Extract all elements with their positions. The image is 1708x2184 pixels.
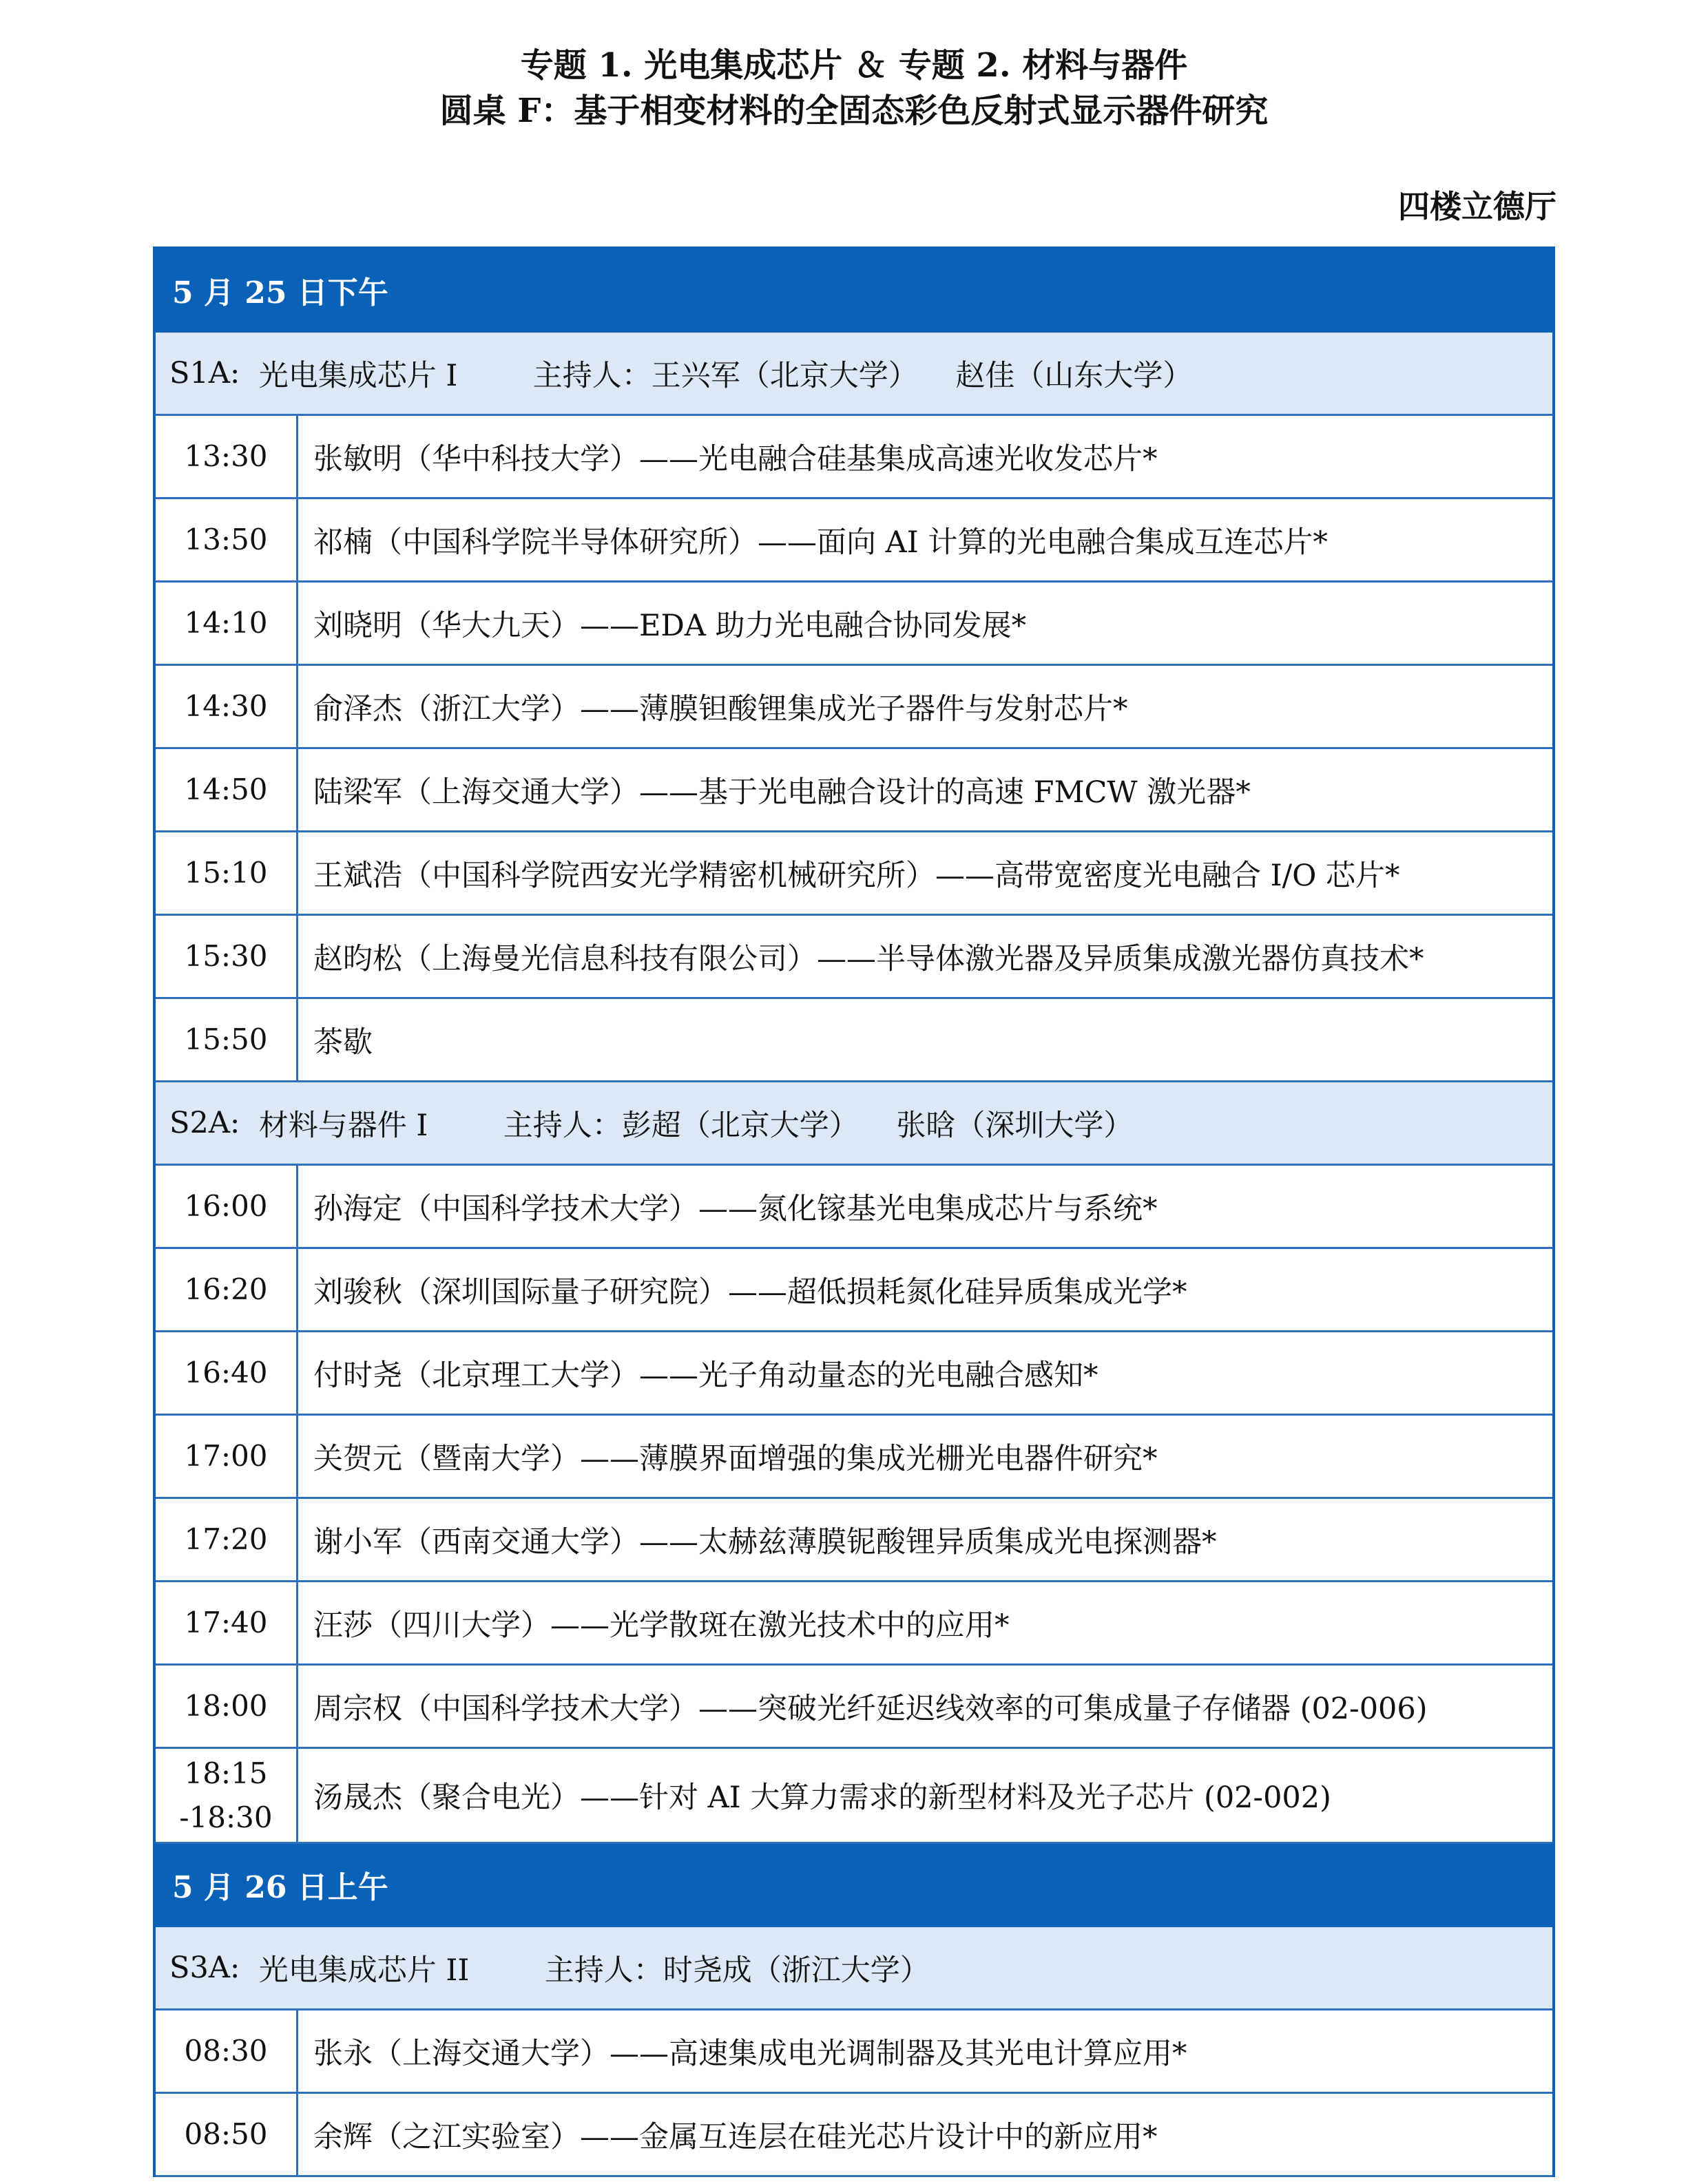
spacer xyxy=(428,1106,503,1140)
talk-row xyxy=(156,1499,1552,1582)
talk-row xyxy=(156,1666,1552,1749)
talk-time: 16:00 xyxy=(156,1166,298,1247)
talk-row xyxy=(156,1166,1552,1249)
session-name: 光电集成芯片 II xyxy=(258,1953,470,1988)
session-hosts: 时尧成（浙江大学） xyxy=(663,1953,930,1988)
session-host-label: 主持人： xyxy=(544,1953,663,1988)
talk-title: 刘骏秋（深圳国际量子研究院）——超低损耗氮化硅异质集成光学* xyxy=(313,1274,1187,1310)
talk-title: 茶歇 xyxy=(313,1025,373,1060)
talk-time: 08:30 xyxy=(156,2010,298,2092)
talk-time: 18:00 xyxy=(156,1666,298,1747)
talk-row xyxy=(156,749,1552,832)
session-code: S2A: xyxy=(169,1106,240,1140)
talk-title: 祁楠（中国科学院半导体研究所）——面向 AI 计算的光电融合集成互连芯片* xyxy=(313,525,1328,560)
spacer xyxy=(240,1106,258,1140)
talk-time: 13:50 xyxy=(156,499,298,580)
talk-time: 08:50 xyxy=(156,2094,298,2175)
schedule-table xyxy=(153,246,1555,2177)
talk-title: 王斌浩（中国科学院西安光学精密机械研究所）——高带宽密度光电融合 I/O 芯片* xyxy=(313,858,1400,893)
session-code: S3A: xyxy=(169,1951,240,1985)
spacer xyxy=(457,356,532,390)
talk-row xyxy=(156,1582,1552,1666)
talk-time: 17:40 xyxy=(156,1582,298,1663)
talk-time: 14:50 xyxy=(156,749,298,830)
title-line-2: 圆桌 F：基于相变材料的全固态彩色反射式显示器件研究 xyxy=(439,92,1269,130)
session-header xyxy=(156,1927,1552,2010)
talk-time: 13:30 xyxy=(156,416,298,497)
talk-title: 刘晓明（华大九天）——EDA 助力光电融合协同发展* xyxy=(313,608,1027,643)
talk-row xyxy=(156,1249,1552,1332)
spacer xyxy=(240,1951,258,1985)
talk-time: 17:00 xyxy=(156,1416,298,1497)
session-name: 材料与器件 I xyxy=(258,1108,428,1143)
talk-title: 张永（上海交通大学）——高速集成电光调制器及其光电计算应用* xyxy=(313,2036,1187,2071)
venue-label: 四楼立德厅 xyxy=(1398,188,1556,225)
talk-time: 14:30 xyxy=(156,666,298,747)
talk-time: 15:30 xyxy=(156,916,298,997)
talk-title: 汪莎（四川大学）——光学散斑在激光技术中的应用* xyxy=(313,1608,1010,1643)
talk-time: 16:20 xyxy=(156,1249,298,1330)
talk-row xyxy=(156,582,1552,666)
talk-title: 谢小军（西南交通大学）——太赫兹薄膜铌酸锂异质集成光电探测器* xyxy=(313,1524,1217,1560)
talk-time: 15:50 xyxy=(156,999,298,1080)
title-line-1: 专题 1. 光电集成芯片 ＆ 专题 2. 材料与器件 xyxy=(520,46,1188,85)
talk-title: 赵昀松（上海曼光信息科技有限公司）——半导体激光器及异质集成激光器仿真技术* xyxy=(313,941,1424,976)
talk-row xyxy=(156,916,1552,999)
session-code: S1A: xyxy=(169,356,240,390)
spacer xyxy=(469,1951,544,1985)
talk-row xyxy=(156,2094,1552,2177)
session-hosts: 王兴军（北京大学） 赵佳（山东大学） xyxy=(651,358,1193,393)
talk-title: 汤晟杰（聚合电光）——针对 AI 大算力需求的新型材料及光子芯片 (02-002) xyxy=(313,1781,1331,1815)
day-header: 5 月 26 日上午 xyxy=(156,1844,1552,1927)
talk-title: 陆梁军（上海交通大学）——基于光电融合设计的高速 FMCW 激光器* xyxy=(313,775,1251,810)
talk-row xyxy=(156,499,1552,582)
talk-title: 孙海定（中国科学技术大学）——氮化镓基光电集成芯片与系统* xyxy=(313,1191,1158,1226)
talk-title: 周宗权（中国科学技术大学）——突破光纤延迟线效率的可集成量子存储器 (02-006) xyxy=(313,1691,1428,1726)
talk-row xyxy=(156,1749,1552,1844)
talk-title: 俞泽杰（浙江大学）——薄膜钽酸锂集成光子器件与发射芯片* xyxy=(313,691,1128,726)
talk-row xyxy=(156,1416,1552,1499)
session-host-label: 主持人： xyxy=(532,358,652,393)
talk-title: 余辉（之江实验室）——金属互连层在硅光芯片设计中的新应用* xyxy=(313,2119,1158,2154)
session-header xyxy=(156,1082,1552,1166)
talk-row xyxy=(156,999,1552,1082)
session-name: 光电集成芯片 I xyxy=(258,358,458,393)
day-header: 5 月 25 日下午 xyxy=(156,249,1552,333)
session-hosts: 彭超（北京大学） 张晗（深圳大学） xyxy=(621,1108,1134,1143)
session-host-label: 主持人： xyxy=(503,1108,622,1143)
talk-row xyxy=(156,1332,1552,1416)
talk-time: 14:10 xyxy=(156,582,298,664)
talk-row xyxy=(156,2010,1552,2094)
talk-row xyxy=(156,666,1552,749)
talk-time: 15:10 xyxy=(156,832,298,914)
session-header xyxy=(156,333,1552,416)
talk-time: 18:15 -18:30 xyxy=(156,1749,298,1842)
talk-row xyxy=(156,832,1552,916)
talk-title: 张敏明（华中科技大学）——光电融合硅基集成高速光收发芯片* xyxy=(313,441,1158,476)
talk-time: 17:20 xyxy=(156,1499,298,1580)
talk-title: 关贺元（暨南大学）——薄膜界面增强的集成光栅光电器件研究* xyxy=(313,1441,1158,1476)
talk-title: 付时尧（北京理工大学）——光子角动量态的光电融合感知* xyxy=(313,1358,1098,1393)
spacer xyxy=(240,356,258,390)
talk-row xyxy=(156,416,1552,499)
talk-time: 16:40 xyxy=(156,1332,298,1414)
